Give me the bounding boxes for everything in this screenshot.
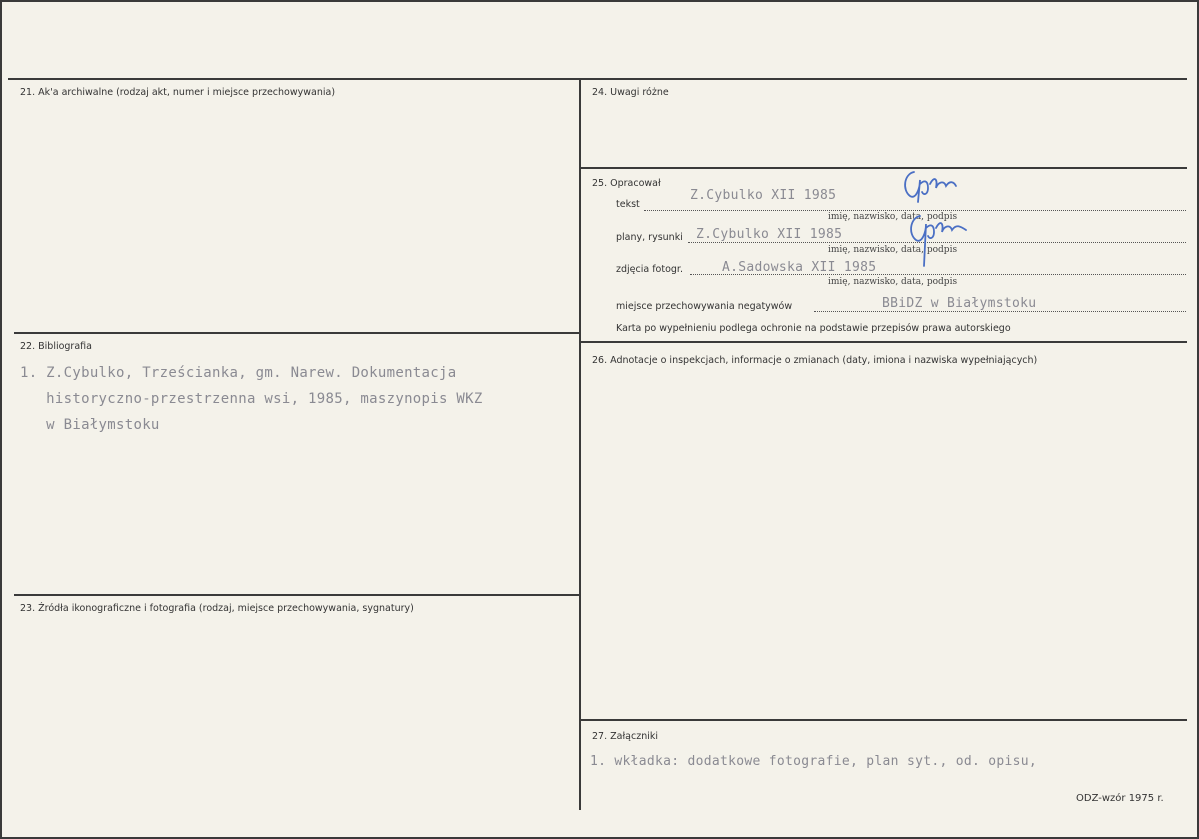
rule-26-27 (580, 719, 1187, 721)
negatywy-dotted-line (814, 311, 1186, 312)
bibliography-text (20, 360, 483, 438)
tekst-caption: imię, nazwisko, data, podpis (828, 212, 958, 222)
section-22-label: 22. Bibliografia (20, 341, 92, 352)
bibliography-line: 1. Z.Cybulko, Trześcianka, gm. Narew. Dokumentacja (20, 365, 457, 381)
zdjecia-label: zdjęcia fotogr. (616, 264, 683, 275)
copyright-note: Karta po wypełnieniu podlega ochronie na podstawie przepisów prawa autorskiego (616, 323, 1011, 334)
center-divider (579, 78, 581, 810)
section-25-label: 25. Opracował (592, 178, 661, 189)
tekst-label: tekst (616, 199, 640, 210)
rule-22-23 (14, 594, 580, 596)
section-26-label: 26. Adnotacje o inspekcjach, informacje o zmianach (daty, imiona i nazwiska wypełniających) (592, 355, 1038, 366)
rule-24-25 (580, 167, 1187, 169)
rule-25-26 (580, 341, 1187, 343)
bibliography-line: historyczno-przestrzenna wsi, 1985, maszynopis WKZ (20, 391, 483, 407)
bibliography-line: w Białymstoku (20, 417, 160, 433)
negatywy-label: miejsce przechowywania negatywów (616, 301, 793, 312)
signature-plany (904, 210, 976, 272)
plany-caption: imię, nazwisko, data, podpis (828, 245, 958, 255)
section-21-label: 21. Ak'a archiwalne (rodzaj akt, numer i miejsce przechowywania) (20, 87, 336, 98)
section-24-label: 24. Uwagi różne (592, 87, 669, 98)
form-footer: ODZ-wzór 1975 r. (1076, 793, 1164, 804)
negatywy-value: BBiDZ w Białymstoku (882, 296, 1037, 311)
plany-label: plany, rysunki (616, 232, 683, 243)
zdjecia-value: A.Sadowska XII 1985 (722, 260, 877, 275)
top-rule (8, 78, 1187, 80)
signature-tekst (898, 166, 970, 206)
plany-value: Z.Cybulko XII 1985 (696, 227, 843, 242)
zdjecia-caption: imię, nazwisko, data, podpis (828, 277, 958, 287)
section-27-label: 27. Załączniki (592, 731, 658, 742)
tekst-value: Z.Cybulko XII 1985 (690, 188, 837, 203)
rule-21-22 (14, 332, 580, 334)
attachments-line: 1. wkładka: dodatkowe fotografie, plan syt., od. opisu, (590, 754, 1037, 769)
section-23-label: 23. Źródła ikonograficzne i fotografia (rodzaj, miejsce przechowywania, sygnatury) (20, 603, 414, 614)
